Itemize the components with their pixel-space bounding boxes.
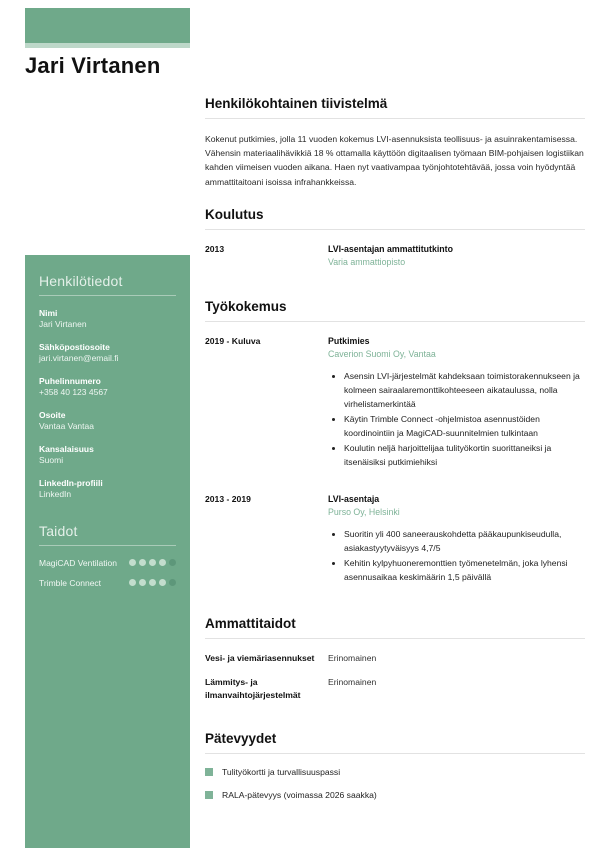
spacer [205,592,585,614]
section-divider [205,118,585,119]
section-title-summary: Henkilökohtainen tiivistelmä [205,96,388,111]
sidebar-field-email [39,342,176,365]
experience-entry [205,335,585,471]
entry-body [328,243,585,269]
spacer [205,477,585,493]
skill-rating-dots [129,579,176,586]
page-title: Jari Virtanen [25,53,161,78]
bullet-item: • Asensin LVI-järjestelmät kahdeksaan toimistorakennukseen ja kolmeen sairaalaremonttikohteeseen aikataulussa, nolla virhelistamerkintää [344,370,585,412]
rating-dot-filled [159,579,166,586]
qualification-item [205,790,585,800]
bullet-item: • Käytin Trimble Connect -ohjelmistoa asennustöiden koordinointiin ja MagiCAD-suunnitelmien tulkintaan [344,413,585,441]
section-divider [205,321,585,322]
spacer [205,275,585,297]
professional-skill-level: Erinomainen [328,652,377,663]
sidebar-field-phone [39,376,176,399]
section-title-qualifications: Pätevyydet [205,730,277,746]
skill-row [39,578,176,588]
skill-name: Trimble Connect [39,577,102,588]
sidebar-divider [39,295,176,296]
sidebar-field-nationality [39,444,176,467]
education-entry [205,243,585,269]
professional-skill-row [205,652,585,665]
sidebar-field-linkedin [39,478,176,501]
sidebar-section-skills [39,523,176,588]
professional-skill-name: Vesi- ja viemäriasennukset [205,652,315,663]
summary-text: Kokenut putkimies, jolla 11 vuoden kokemus LVI-asennuksista teollisuus- ja asuinrakentamisessa. Vähensin materiaalihävikkiä 18 % ottamalla käyttöön digitaalisen työmaan BIM-pohjaisen logistiikan kahden viimeisen vuoden aikana. Haen nyt vaativampaa työnjohtotehtävää, jossa voin hyödyntää ammattitaitoani isoissa infrahankkeissa. [205,134,584,187]
sidebar-personal-title: Henkilötiedot [39,273,123,289]
section-professional-skills [205,616,585,729]
bullet-item: • Kehitin kylpyhuoneremonttien työmenetelmän, joka lyhensi asennusaikaa keskimäärin 1,5 päivällä [344,557,585,585]
section-experience [205,299,585,614]
sidebar-divider [39,545,176,546]
entry-body [328,335,585,471]
rating-dot-filled [149,579,156,586]
section-education [205,207,585,297]
professional-skill-row [205,676,585,702]
entry-body [328,493,585,586]
entry-bullets [328,370,585,469]
field-label: LinkedIn-profiili [39,477,103,488]
section-divider [205,753,585,754]
field-value[interactable]: LinkedIn [39,489,72,500]
entry-date: 2019 - Kuluva [205,336,261,347]
spacer [205,713,585,729]
section-divider [205,229,585,230]
rating-dot-filled [139,559,146,566]
field-value: Jari Virtanen [39,319,87,330]
qualification-text: RALA-pätevyys (voimassa 2026 saakka) [222,789,377,800]
square-bullet-icon [205,791,213,799]
field-value: +358 40 123 4567 [39,387,108,398]
rating-dot-filled [139,579,146,586]
skill-row [39,558,176,568]
entry-date: 2013 [205,243,225,254]
rating-dot-filled [159,559,166,566]
rating-dot-empty [169,579,176,586]
section-title-professional-skills: Ammattitaidot [205,615,296,631]
entry-date: 2013 - 2019 [205,493,251,504]
square-bullet-icon [205,768,213,776]
bullet-item: • Koulutin neljä harjoittelijaa tulityökortin suorittaneiksi ja itsenäisiksi putkimiehiksi [344,442,585,470]
professional-skill-name: Lämmitys- ja ilmanvaihtojärjestelmät [205,676,301,700]
sidebar-skills-title: Taidot [39,522,78,539]
section-qualifications [205,731,585,800]
qualification-text: Tulityökortti ja turvallisuuspassi [222,766,341,777]
section-divider [205,638,585,639]
professional-skill-level: Erinomainen [328,676,377,687]
section-summary [205,96,585,189]
field-label: Kansalaisuus [39,443,94,454]
qualification-item [205,767,585,777]
field-value: Vantaa Vantaa [39,421,94,432]
rating-dot-filled [129,579,136,586]
field-label: Nimi [39,308,58,318]
bullet-item: • Suoritin yli 400 saneerauskohdetta pääkaupunkiseudulla, asiakastyytyväisyys 4,7/5 [344,528,585,556]
experience-entry [205,493,585,586]
header-accent-bar-shadow [25,43,190,48]
entry-organization: Varia ammattiopisto [328,256,406,267]
entry-organization: Caverion Suomi Oy, Vantaa [328,349,436,360]
header-accent-bar [25,8,190,43]
entry-organization: Purso Oy, Helsinki [328,507,400,518]
section-title-experience: Työkokemus [205,299,287,315]
entry-role: LVI-asentajan ammattitutkinto [328,243,453,254]
field-value: Suomi [39,455,64,466]
rating-dot-empty [169,559,176,566]
skill-name: MagiCAD Ventilation [39,557,117,568]
sidebar-field-address [39,410,176,433]
entry-role: Putkimies [328,336,370,347]
entry-bullets [328,528,585,585]
sidebar [25,255,190,848]
section-title-education: Koulutus [205,206,264,222]
main-content [205,96,585,813]
sidebar-field-nimi [39,308,176,331]
field-label: Puhelinnumero [39,375,101,386]
field-value: jari.virtanen@email.fi [39,353,119,364]
field-label: Sähköpostiosoite [39,341,110,352]
field-label: Osoite [39,409,66,420]
rating-dot-filled [129,559,136,566]
skill-rating-dots [129,559,176,566]
rating-dot-filled [149,559,156,566]
sidebar-section-personal [39,273,176,501]
entry-role: LVI-asentaja [328,493,380,504]
